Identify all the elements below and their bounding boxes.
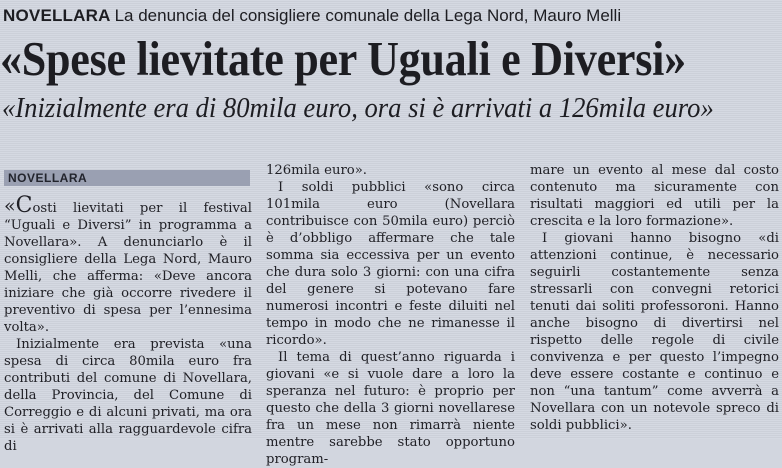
paragraph: mare un evento al mese dal costo contenuto ma sicuramente con risultati maggiori ed utili per la crescita e la loro formazione». <box>530 163 779 229</box>
article-column-3 <box>530 162 779 434</box>
lead-text: osti lievitati per il festival “Uguali e Diversi” in programma a Novellara». A denunciarlo è il consigliere della Lega Nord, Mauro Melli, che afferma: «Deve ancora iniziare che già occorre rivedere il preventivo di spesa per l’ennesima volta». <box>4 201 252 335</box>
lead-initial: C <box>15 193 33 218</box>
subheadline: «Inizialmente era di 80mila euro, ora si è arrivati a 126mila euro» <box>2 93 714 124</box>
article-column-2 <box>266 162 515 468</box>
paragraph: 126mila euro». <box>266 163 367 178</box>
section-tag-bar <box>4 170 250 186</box>
lead-quote-mark: « <box>4 195 16 217</box>
lead-paragraph <box>4 193 252 336</box>
article-column-1 <box>4 193 252 455</box>
paragraph: I soldi pubblici «sono circa 101mila euro (Novellara contribuisce con 50mila euro) perciò è d’obbligo affermare che tale somma sia eccessiva per un evento che dura solo 3 giorni: con una cifra del genere si potevano fare numerosi incontri e feste diluiti nel tempo in modo che ne rimanesse il ricordo». <box>266 180 515 348</box>
kicker-location: NOVELLARA <box>3 6 111 25</box>
kicker-line <box>3 6 781 26</box>
headline: «Spese lievitate per Uguali e Diversi» <box>0 31 686 86</box>
paragraph: Il tema di quest’anno riguarda i giovani «e si vuole dare a loro la speranza nel futuro: è proprio per questo che della 3 giorni novellarese fra un mese non rimarrà niente mentre sarebbe stato opportuno program- <box>266 350 515 467</box>
paragraph: I giovani hanno bisogno «di attenzioni continue, è necessario seguirli costantemente senza stressarli con convegni retorici tenuti dai soliti professoroni. Hanno anche bisogno di divertirsi nel rispetto delle regole di civile convivenza e per questo l’impegno deve essere costante e continuo e non “una tantum” come avverrà a Novellara con un notevole spreco di soldi pubblici». <box>530 231 779 433</box>
paragraph: Inizialmente era prevista «una spesa di circa 80mila euro fra contributi del comune di Novellara, della Provincia, del Comune di Correggio e di alcuni privati, ma ora si è arrivati alla ragguardevole cifra di <box>4 337 252 454</box>
kicker-text: La denuncia del consigliere comunale della Lega Nord, Mauro Melli <box>114 6 622 25</box>
section-tag: NOVELLARA <box>8 171 88 185</box>
